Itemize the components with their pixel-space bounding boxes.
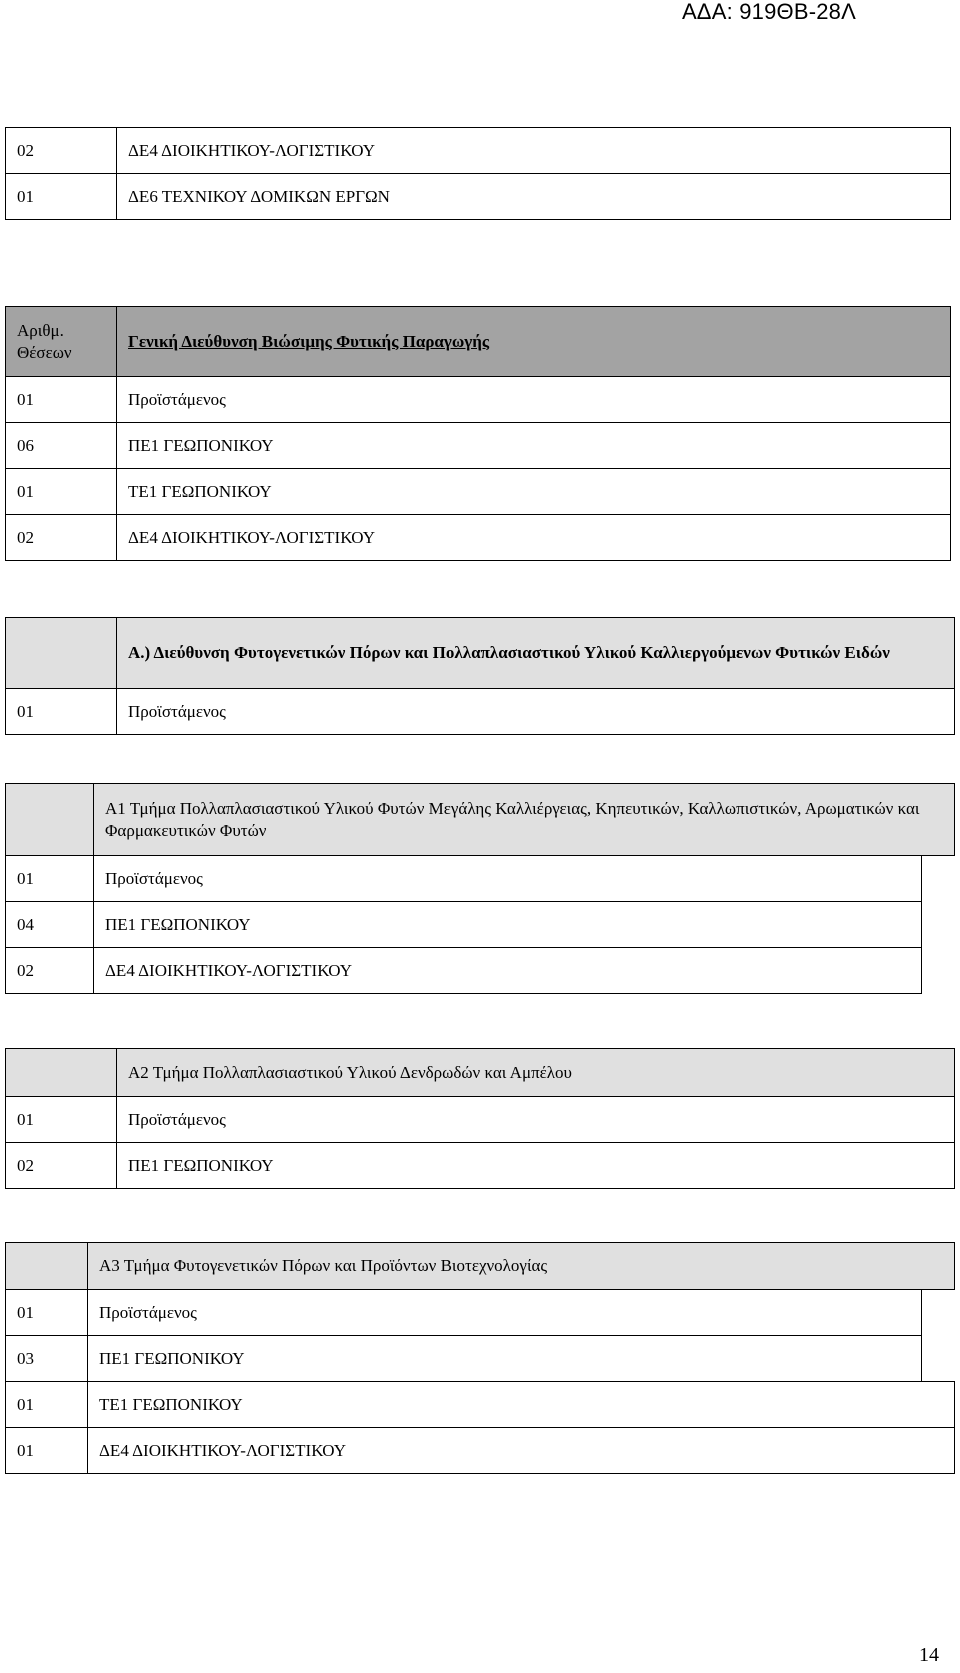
table-row <box>6 1290 955 1336</box>
department-a1-title: Α1 Τμήμα Πολλαπλασιαστικού Υλικού Φυτών Μεγάλης Καλλιέργειας, Κηπευτικών, Καλλωπιστικών, Αρωματικών και Φαρμακευτικών Φυτών <box>94 784 955 856</box>
table-row <box>6 423 951 469</box>
table-row <box>6 856 955 902</box>
table-header-row <box>6 1049 955 1097</box>
table-row <box>6 515 951 561</box>
position-count: 01 <box>6 174 117 220</box>
table-row <box>6 469 951 515</box>
position-count: 02 <box>6 515 117 561</box>
table-row <box>6 174 951 220</box>
table-row <box>6 1336 955 1382</box>
position-category: ΔΕ4 ΔΙΟΙΚΗΤΙΚΟΥ-ΛΟΓΙΣΤΙΚΟΥ <box>94 948 922 994</box>
positions-table-block1 <box>5 127 951 220</box>
header-spacer-cell <box>6 784 94 856</box>
table-row <box>6 902 955 948</box>
position-count: 06 <box>6 423 117 469</box>
table-row <box>6 128 951 174</box>
empty-cell <box>922 856 955 902</box>
position-count: 01 <box>6 689 117 735</box>
table-row <box>6 689 955 735</box>
directorate-a-title: Α.) Διεύθυνση Φυτογενετικών Πόρων και Πολλαπλασιαστικού Υλικού Καλλιεργούμενων Φυτικών Ειδών <box>117 618 955 689</box>
position-count: 04 <box>6 902 94 948</box>
positions-table-general-directorate <box>5 306 951 561</box>
empty-cell <box>922 1290 955 1336</box>
position-count: 01 <box>6 1290 88 1336</box>
position-category: Προϊστάμενος <box>117 1097 955 1143</box>
ada-code: ΑΔΑ: 919ΘΒ-28Λ <box>681 0 856 24</box>
position-category: ΠΕ1 ΓΕΩΠΟΝΙΚΟΥ <box>88 1336 922 1382</box>
department-a2-title: Α2 Τμήμα Πολλαπλασιαστικού Υλικού Δενδρωδών και Αμπέλου <box>117 1049 955 1097</box>
position-category: Προϊστάμενος <box>117 689 955 735</box>
table-row <box>6 377 951 423</box>
position-count: 01 <box>6 856 94 902</box>
position-category: ΤΕ1 ΓΕΩΠΟΝΙΚΟΥ <box>117 469 951 515</box>
empty-cell <box>922 902 955 948</box>
position-category: ΔΕ4 ΔΙΟΙΚΗΤΙΚΟΥ-ΛΟΓΙΣΤΙΚΟΥ <box>117 515 951 561</box>
position-count: 01 <box>6 1382 88 1428</box>
empty-cell <box>922 948 955 994</box>
position-count: 02 <box>6 128 117 174</box>
table-header-row <box>6 784 955 856</box>
position-count: 01 <box>6 1097 117 1143</box>
table-row <box>6 1097 955 1143</box>
positions-table-directorate-a <box>5 617 955 735</box>
table-row <box>6 1143 955 1189</box>
table-header-row <box>6 1243 955 1290</box>
position-category: Προϊστάμενος <box>88 1290 922 1336</box>
position-category: Προϊστάμενος <box>117 377 951 423</box>
positions-table-department-a2 <box>5 1048 955 1189</box>
position-count: 03 <box>6 1336 88 1382</box>
page-number: 14 <box>919 1644 939 1666</box>
positions-table-department-a1 <box>5 783 955 994</box>
position-category: ΤΕ1 ΓΕΩΠΟΝΙΚΟΥ <box>88 1382 955 1428</box>
department-a3-title: Α3 Τμήμα Φυτογενετικών Πόρων και Προϊόντων Βιοτεχνολογίας <box>88 1243 955 1290</box>
positions-table-department-a3 <box>5 1242 955 1474</box>
position-count: 01 <box>6 469 117 515</box>
header-spacer-cell <box>6 1243 88 1290</box>
position-category: ΔΕ4 ΔΙΟΙΚΗΤΙΚΟΥ-ΛΟΓΙΣΤΙΚΟΥ <box>88 1428 955 1474</box>
header-spacer-cell <box>6 1049 117 1097</box>
position-category: ΔΕ4 ΔΙΟΙΚΗΤΙΚΟΥ-ΛΟΓΙΣΤΙΚΟΥ <box>117 128 951 174</box>
position-count: 02 <box>6 948 94 994</box>
table-header-row <box>6 307 951 377</box>
position-count: 02 <box>6 1143 117 1189</box>
positions-count-header: Αριθμ. Θέσεων <box>6 307 117 377</box>
header-spacer-cell <box>6 618 117 689</box>
position-category: ΔΕ6 ΤΕΧΝΙΚΟΥ ΔΟΜΙΚΩΝ ΕΡΓΩΝ <box>117 174 951 220</box>
position-count: 01 <box>6 377 117 423</box>
table-row <box>6 1382 955 1428</box>
table-row <box>6 948 955 994</box>
table-header-row <box>6 618 955 689</box>
empty-cell <box>922 1336 955 1382</box>
position-category: ΠΕ1 ΓΕΩΠΟΝΙΚΟΥ <box>117 423 951 469</box>
position-count: 01 <box>6 1428 88 1474</box>
table-row <box>6 1428 955 1474</box>
general-directorate-title: Γενική Διεύθυνση Βιώσιμης Φυτικής Παραγωγής <box>117 307 951 377</box>
position-category: ΠΕ1 ΓΕΩΠΟΝΙΚΟΥ <box>117 1143 955 1189</box>
position-category: ΠΕ1 ΓΕΩΠΟΝΙΚΟΥ <box>94 902 922 948</box>
position-category: Προϊστάμενος <box>94 856 922 902</box>
